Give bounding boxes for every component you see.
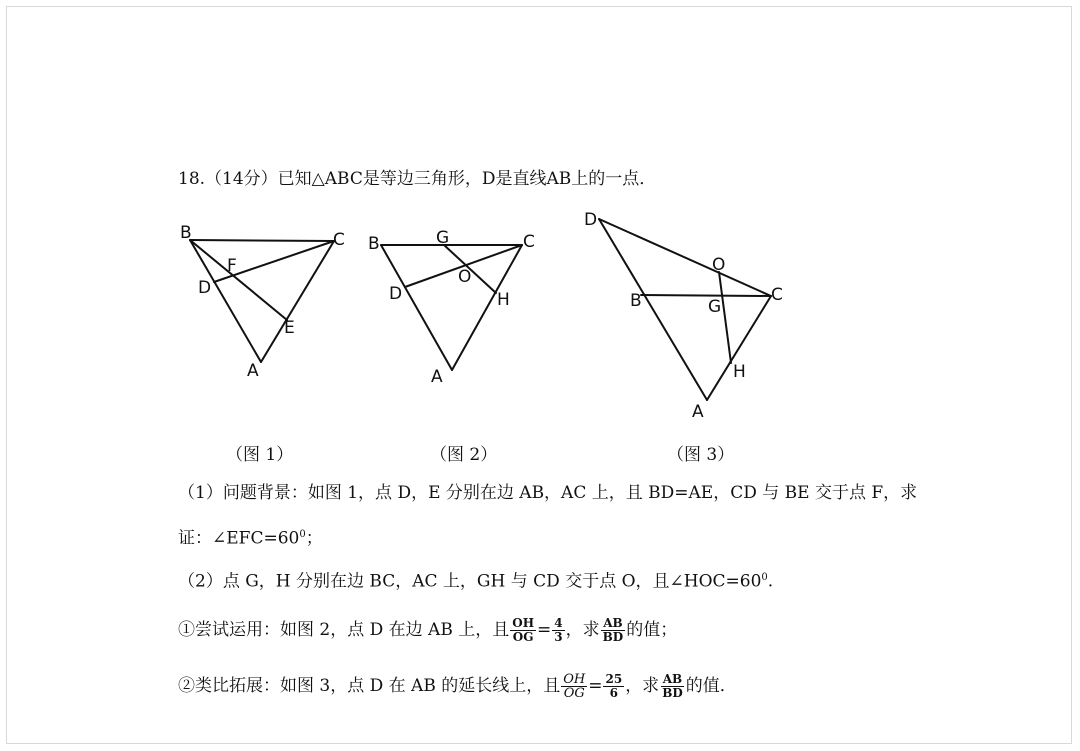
fig3-segment-da xyxy=(599,219,707,400)
fig1-label-d: D xyxy=(198,278,212,298)
question-2: ②类比拓展：如图 3，点 D 在 AB 的延长线上，且 $\frac{OH}{OG}$ = $\frac{25}{6}$ ，求 $\frac{AB}{BD}$ 的值． xyxy=(178,672,737,701)
fig2-label-o: O xyxy=(458,267,472,287)
fig3-label-a: A xyxy=(692,402,704,422)
q1-ratio-oh-og: $\frac{OH}{OG}$ xyxy=(512,616,535,644)
fig1-label-b: B xyxy=(180,223,192,243)
q1-ratio-value: $\frac{4}{3}$ xyxy=(554,616,563,644)
fig3-label-g: G xyxy=(708,297,722,317)
fig2-label-b: B xyxy=(368,234,380,254)
fig3-label-c: C xyxy=(771,285,783,305)
fig2-label-d: D xyxy=(389,284,403,304)
fig1-caption: （图 1） xyxy=(226,445,294,465)
fig2-label-a: A xyxy=(431,367,443,387)
part1-line1: （1）问题背景：如图 1，点 D，E 分别在边 AB，AC 上，且 BD=AE，CD 与 BE 交于点 F，求 xyxy=(178,483,918,503)
part2-statement: （2）点 G，H 分别在边 BC，AC 上，GH 与 CD 交于点 O，且$\angle HOC=60^0$. xyxy=(178,571,774,592)
fig2-label-c: C xyxy=(523,232,535,252)
q2-ratio-value: $\frac{25}{6}$ xyxy=(605,672,623,700)
fig1-label-e: E xyxy=(284,318,295,338)
q1-ratio-ab-bd: $\frac{AB}{BD}$ xyxy=(602,616,624,644)
fig3-segment-bc xyxy=(641,295,771,296)
fig2-caption: （图 2） xyxy=(430,445,498,465)
part1-line2: 证：$\angle EFC=60^0$； xyxy=(178,528,323,549)
question-1: ①尝试运用：如图 2，点 D 在边 AB 上，且 $\frac{OH}{OG}$ = $\frac{4}{3}$ ，求 $\frac{AB}{BD}$ 的值； xyxy=(178,616,678,644)
fig3-label-h: H xyxy=(733,362,746,382)
fig3-segment-gh xyxy=(719,272,731,363)
fig1-label-c: C xyxy=(333,230,345,250)
fig3-label-b: B xyxy=(630,291,642,311)
fig1-label-f: F xyxy=(227,256,237,276)
q2-ratio-oh-og: $\frac{OH}{OG}$ xyxy=(563,672,586,701)
fig3-label-o: O xyxy=(712,255,726,275)
fig3-caption: （图 3） xyxy=(667,445,735,465)
q2-ratio-ab-bd: $\frac{AB}{BD}$ xyxy=(662,672,683,700)
fig3-label-d: D xyxy=(584,210,598,230)
fig3-segment-dc xyxy=(599,219,771,296)
problem-title: 18.（14分）已知△ABC是等边三角形，D是直线AB上的一点． xyxy=(178,169,657,189)
fig1-label-a: A xyxy=(247,361,259,381)
fig2-label-h: H xyxy=(497,290,510,310)
fig2-label-g: G xyxy=(436,228,450,248)
